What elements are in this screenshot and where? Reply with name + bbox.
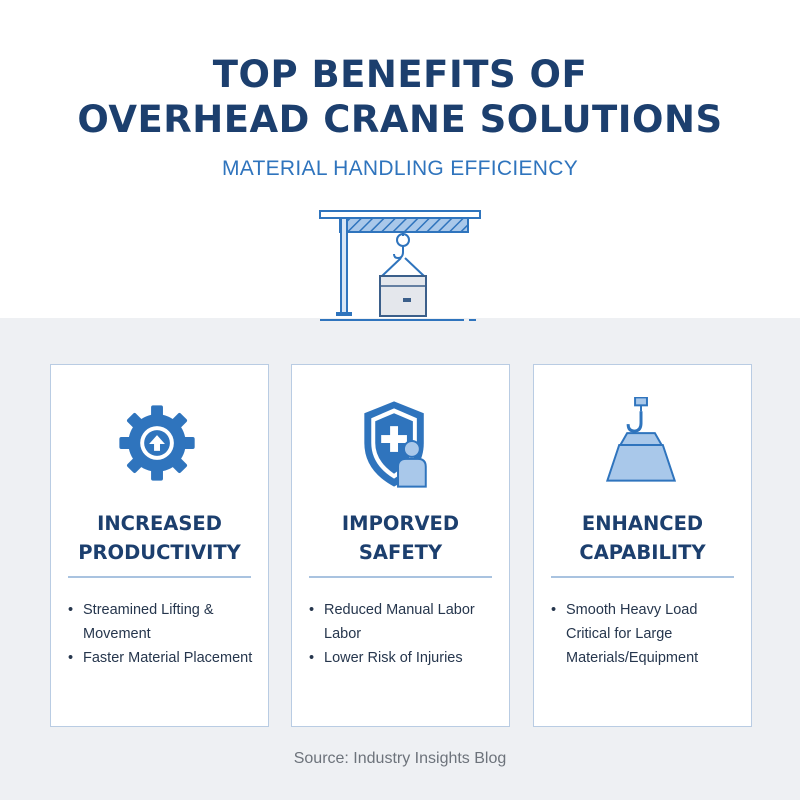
benefit-list	[550, 598, 749, 670]
list-item: • Faster Material Placement	[67, 646, 266, 670]
card-title-line-1: IMPORVED	[341, 512, 460, 535]
card-title	[534, 509, 751, 567]
card-divider	[68, 576, 251, 578]
card-divider	[551, 576, 734, 578]
list-item: • Reduced Manual Labor	[308, 598, 507, 622]
list-item-continuation: Materials/Equipment	[566, 650, 699, 666]
benefit-list	[308, 598, 507, 670]
page-title	[0, 52, 800, 142]
list-item-continuation: Labor	[324, 626, 362, 642]
card-title-line-2: CAPABILITY	[579, 541, 706, 564]
benefit-card-safety	[291, 364, 510, 727]
source-note: Source: Industry Insights Blog	[293, 750, 507, 767]
list-item: • Lower Risk of Injuries	[308, 646, 507, 670]
card-title	[51, 509, 268, 567]
list-item-continuation: Critical for Large	[566, 626, 673, 642]
card-title-line-1: INCREASED	[97, 512, 222, 535]
benefit-list	[67, 598, 266, 670]
benefit-card-capability	[533, 364, 752, 727]
page-title-line-2: OVERHEAD CRANE SOLUTIONS	[77, 98, 723, 141]
benefit-card-productivity	[50, 364, 269, 727]
page-subtitle: MATERIAL HANDLING EFFICIENCY	[221, 157, 579, 180]
list-item: • Smooth Heavy Load	[550, 598, 749, 622]
list-item: • Streamined Lifting &	[67, 598, 266, 622]
card-title-line-2: SAFETY	[358, 541, 443, 564]
hook-weight-icon	[534, 397, 751, 489]
card-divider	[309, 576, 492, 578]
card-title-line-2: PRODUCTIVITY	[78, 541, 241, 564]
page-title-line-1: TOP BENEFITS OF	[212, 53, 588, 96]
card-title-line-1: ENHANCED	[581, 512, 704, 535]
shield-worker-icon	[292, 397, 509, 489]
card-title	[292, 509, 509, 567]
overhead-crane-icon	[316, 206, 486, 324]
list-item-continuation: Movement	[83, 626, 151, 642]
gear-arrow-up-icon	[51, 397, 268, 489]
